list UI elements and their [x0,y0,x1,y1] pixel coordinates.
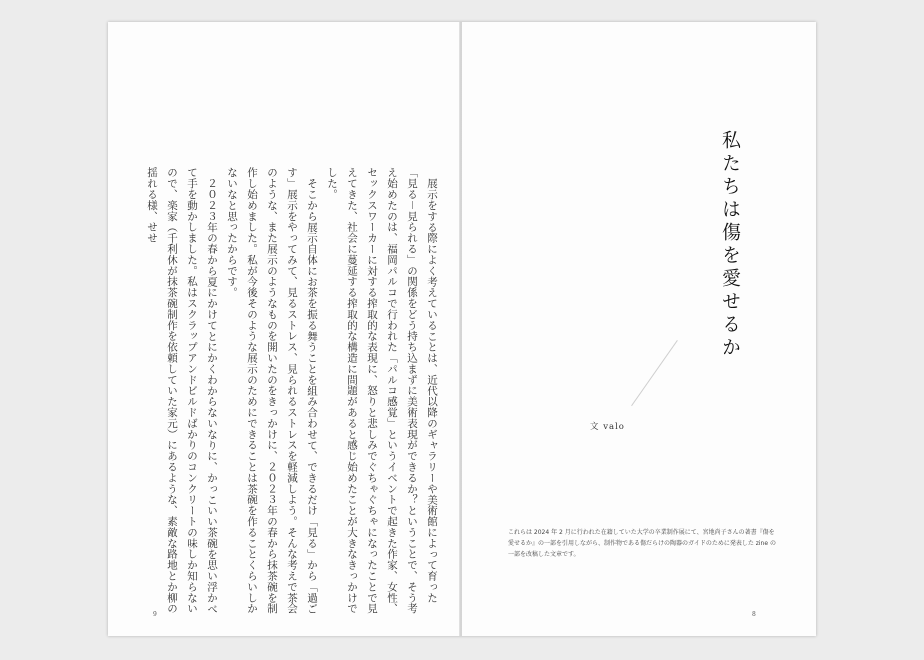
essay-title: 私たちは傷を愛せるか [719,130,741,360]
left-page-number: 9 [153,611,157,618]
right-page [462,22,816,636]
essay-body-text [112,167,442,617]
right-page-number: 8 [752,611,756,618]
essay-paragraph-1: 展示をする際によく考えていることは、近代以降のギャラリーや美術館によって育った「見る－見られる」の関係をどう持ち込まずに美術表現ができるか？ということで、そう考え始めたのは、福岡パルコで行われた「パルコ感覚」というイベントで起きた作家、女性、セックスワーカーに対する搾取的な表現に、怒りと悲しみでぐちゃぐちゃになったことで見えてきた、社会に蔓延する搾取的な構造に問題があると感じ始めたことが大きなきっかけでした。 [326,167,438,614]
decorative-divider-line [631,340,678,406]
left-page [108,22,460,636]
essay-paragraph-2: そこから展示自体にお茶を振る舞うことを組み合わせて、できるだけ「見る」から「過ごす」展示をやってみて、見るストレス、見られるストレスを軽減しよう。そんな考えで茶会のような、また展示のようなものを開いたのをきっかけに、２０２３年の春から抹茶碗を制作し始めました。私が今後そのような展示のためにできることは茶碗を作ることくらいしかないなと思ったからです。 [226,167,318,614]
book-spread [108,22,816,636]
essay-paragraph-3: ２０２３年の春から夏にかけてとにかくわからないなりに、かっこいい茶碗を思い浮かべて手を動かしました。私はスクラップアンドビルドばかりのコンクリートの味しか知らないので、楽家（千利休が抹茶碗制作を依頼していた家元）にあるような、素敵な路地とか柳の揺れる様、せせ [146,167,218,614]
source-note: これらは 2024 年 2 月に行われた在籍していた大学の卒業制作展にて、宮地尚子さんの著書『傷を愛せるか』の一部を引用しながら、制作物である傷だらけの陶器のガイドのために発表した zine の一部を改稿した文章です。 [508,529,776,558]
author-credit: 文 valo [590,422,625,432]
